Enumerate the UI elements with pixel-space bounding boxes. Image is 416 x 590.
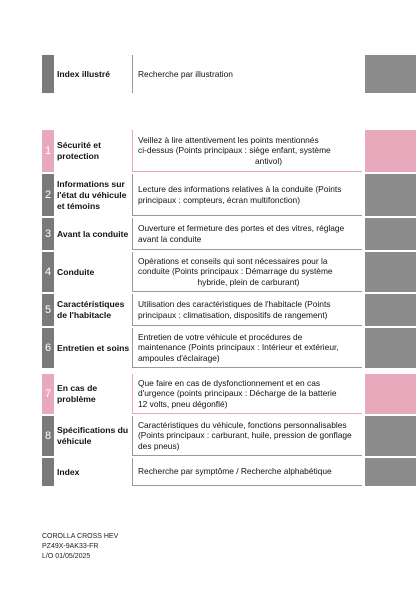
section-1-title: Sécurité et protection <box>57 140 101 161</box>
index-alpha-desc-text: Recherche par symptôme / Recherche alphabétique <box>138 466 332 477</box>
section-7-desc-line: 12 volts, pneu dégonflé) <box>138 398 228 409</box>
section-6-desc-line: ampoules d'éclairage) <box>138 352 220 363</box>
section-6-desc-line: maintenance (Points principaux : Intérieur et extérieur, <box>138 342 339 353</box>
section-7-desc-line: d'urgence (points principaux : Décharge de la batterie <box>138 388 337 399</box>
section-1-tab[interactable] <box>365 130 416 172</box>
section-1-desc <box>132 130 362 172</box>
section-8-desc-line: Caractéristiques du véhicule, fonctions personnalisables <box>138 419 347 430</box>
section-6-desc <box>132 328 362 368</box>
section-1-desc-line: Veillez à lire attentivement les points mentionnés <box>138 134 319 145</box>
section-4-tab[interactable] <box>365 252 416 292</box>
section-6-title: Entretien et soins <box>57 342 130 353</box>
index-illustre-row[interactable] <box>0 55 416 93</box>
footer-model: COROLLA CROSS HEV <box>42 533 119 540</box>
section-5-title: Caractéristiques de l'habitacle <box>57 299 125 320</box>
section-7-row[interactable] <box>0 374 416 414</box>
section-8-desc-line: (Points principaux : carburant, huile, pression de gonflage <box>138 430 352 441</box>
section-7-tab[interactable] <box>365 374 416 414</box>
index-alpha-desc <box>132 458 362 486</box>
section-5-tab[interactable] <box>365 294 416 326</box>
section-8-tab[interactable] <box>365 416 416 456</box>
section-5-desc-line: Utilisation des caractéristiques de l'habitacle (Points <box>138 298 331 309</box>
section-8-desc <box>132 416 362 456</box>
section-6-row[interactable] <box>0 328 416 368</box>
section-2-desc <box>132 174 362 216</box>
index-alpha-marker <box>42 458 54 486</box>
section-4-desc-line: conduite (Points principaux : Démarrage du système <box>138 266 333 277</box>
footer-date: L/O 01/05/2025 <box>42 553 91 560</box>
section-6-number: 6 <box>42 328 54 368</box>
section-3-desc-line: Ouverture et fermeture des portes et des vitres, réglage <box>138 222 345 233</box>
section-5-row[interactable] <box>0 294 416 326</box>
section-4-desc-line: Opérations et conseils qui sont nécessaires pour la <box>138 255 328 266</box>
section-3-desc-line: avant la conduite <box>138 233 202 244</box>
index-alpha-row[interactable] <box>0 458 416 486</box>
section-7-number: 7 <box>42 374 54 414</box>
footer-info <box>42 532 118 562</box>
index-marker <box>42 55 54 93</box>
section-4-title: Conduite <box>57 266 95 277</box>
index-tab[interactable] <box>365 55 416 93</box>
section-4-desc <box>132 252 362 292</box>
section-3-title: Avant la conduite <box>57 228 129 239</box>
section-5-desc <box>132 294 362 326</box>
section-5-desc-line: principaux : climatisation, dispositifs de rangement) <box>138 309 328 320</box>
index-title: Index illustré <box>57 68 111 79</box>
section-1-desc-line: antivol) <box>255 155 282 166</box>
section-7-title: En cas de problème <box>57 383 98 404</box>
section-2-tab[interactable] <box>365 174 416 216</box>
section-6-tab[interactable] <box>365 328 416 368</box>
section-1-number: 1 <box>42 130 54 172</box>
section-8-desc-line: des pneus) <box>138 440 180 451</box>
section-3-row[interactable] <box>0 218 416 250</box>
section-4-number: 4 <box>42 252 54 292</box>
section-6-desc-line: Entretien de votre véhicule et procédures de <box>138 331 303 342</box>
section-2-desc-line: Lecture des informations relatives à la conduite (Points <box>138 183 342 194</box>
section-8-row[interactable] <box>0 416 416 456</box>
section-7-desc-line: Que faire en cas de dysfonctionnement et en cas <box>138 377 321 388</box>
section-3-desc <box>132 218 362 250</box>
section-7-desc <box>132 374 362 414</box>
section-2-title: Informations sur l'état du véhicule et témoins <box>57 178 127 211</box>
section-2-desc-line: principaux : compteurs, écran multifonction) <box>138 194 300 205</box>
section-5-number: 5 <box>42 294 54 326</box>
footer-code: PZ49X-9AK33-FR <box>42 543 99 550</box>
index-alpha-tab[interactable] <box>365 458 416 486</box>
index-desc <box>132 55 362 93</box>
section-8-title: Spécifications du véhicule <box>57 425 129 446</box>
section-4-row[interactable] <box>0 252 416 292</box>
section-8-number: 8 <box>42 416 54 456</box>
section-3-number: 3 <box>42 218 54 250</box>
section-1-desc-line: ci-dessus (Points principaux : siège enfant, système <box>138 145 331 156</box>
section-3-tab[interactable] <box>365 218 416 250</box>
section-2-row[interactable] <box>0 174 416 216</box>
index-desc-text: Recherche par illustration <box>138 68 233 79</box>
index-alpha-title: Index <box>57 466 80 477</box>
section-4-desc-line: hybride, plein de carburant) <box>197 276 300 287</box>
section-2-number: 2 <box>42 174 54 216</box>
section-1-row[interactable] <box>0 130 416 172</box>
